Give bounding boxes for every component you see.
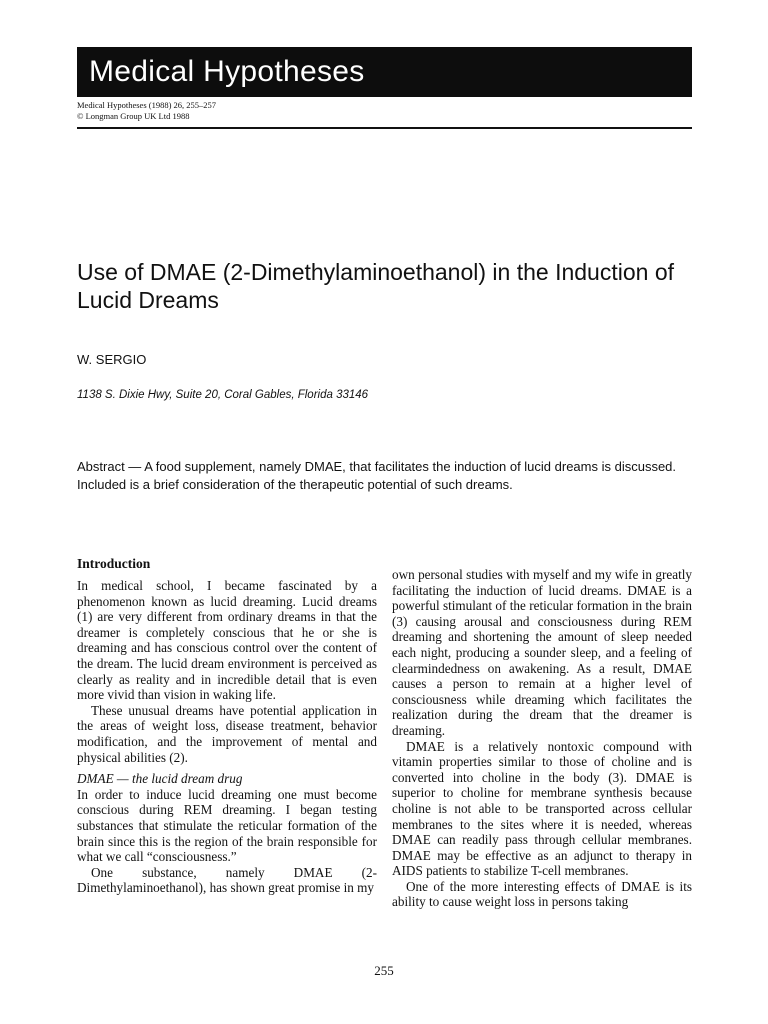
subheading-dmae: DMAE — the lucid dream drug: [77, 771, 243, 787]
section-heading-introduction: Introduction: [77, 556, 151, 571]
left-column: [77, 556, 377, 896]
journal-banner: [77, 47, 692, 97]
citation-block: [77, 100, 216, 122]
paragraph: DMAE is a relatively nontoxic compound with vitamin properties similar to those of choline and is converted into choline in the body (3). DMAE is superior to choline for membrane synthesis because choline is not able to be transported across cellular membranes to the sites where it is needed, whereas DMAE can readily pass through cellular membranes. DMAE may be effective as an adjunct to therapy in AIDS patients to stabilize T-cell membranes.: [392, 738, 692, 879]
citation-line: Medical Hypotheses (1988) 26, 255–257: [77, 100, 217, 110]
paragraph: In order to induce lucid dreaming one must become conscious during REM dreaming. I began testing substances that stimulate the reticular formation of the brain since this is the region of the brain responsible for what we call “consciousness.”: [77, 786, 377, 865]
abstract: Abstract — A food supplement, namely DMAE, that facilitates the induction of lucid dreams is discussed. Included is a brief consideration of the therapeutic potential of such dreams.: [77, 459, 677, 492]
author-affiliation: 1138 S. Dixie Hwy, Suite 20, Coral Gables, Florida 33146: [77, 389, 369, 401]
right-column: [392, 567, 692, 910]
header-rule: [77, 127, 692, 129]
paragraph: One of the more interesting effects of DMAE is its ability to cause weight loss in persons taking: [392, 878, 692, 910]
paragraph: own personal studies with myself and my wife in greatly facilitating the induction of lucid dreams. DMAE is a powerful stimulant of the reticular formation in the brain (3) causing arousal and consciousness during REM dreaming and shortening the amount of sleep needed each night, producing a sounder sleep, and a feeling of clearmindedness on awakening. As a result, DMAE causes a person to remain at a higher level of consciousness while dreaming which facilitates the realization during the dream that the dreamer is dreaming.: [392, 567, 692, 738]
author-name: W. SERGIO: [77, 352, 147, 367]
copyright-line: © Longman Group UK Ltd 1988: [77, 111, 190, 121]
article-title: Use of DMAE (2-Dimethylaminoethanol) in the Induction of Lucid Dreams: [77, 259, 675, 313]
paragraph: One substance, namely DMAE (2-Dimethylaminoethanol), has shown great promise in my: [77, 864, 377, 896]
paragraph: These unusual dreams have potential application in the areas of weight loss, disease treatment, behavior modification, and the improvement of mental and physical abilities (2).: [77, 702, 377, 765]
page-number: 255: [374, 963, 394, 978]
paragraph: In medical school, I became fascinated by a phenomenon known as lucid dreaming. Lucid dreams (1) are very different from ordinary dreams in that the dreamer is completely conscious that he or she is dreaming and has conscious control over the content of the dream. The lucid dream environment is perceived as clearly as reality and in incredible detail that is even more vivid than vision in waking life.: [77, 578, 377, 703]
journal-title: Medical Hypotheses: [89, 55, 365, 88]
